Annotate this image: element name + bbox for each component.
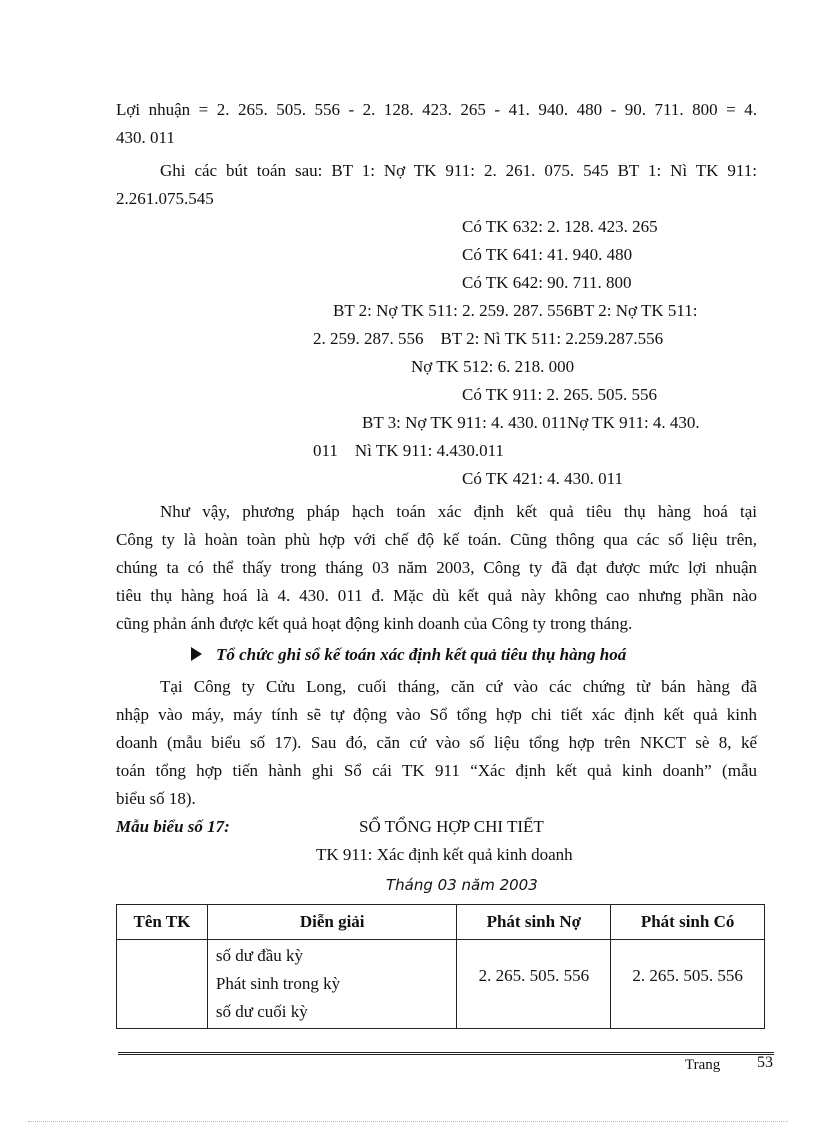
entry-co-421: Có TK 421: 4. 430. 011 [462, 469, 624, 488]
entry-co-911: Có TK 911: 2. 265. 505. 556 [462, 385, 658, 404]
entry-bt3-line-1: BT 3: Nợ TK 911: 4. 430. 011Nợ TK 911: 4. 430. [362, 413, 700, 432]
footer-page-label: Trang [685, 1057, 721, 1073]
header-description: Diễn giải [207, 905, 457, 940]
desc-closing-balance: số dư cuối kỳ [215, 1002, 308, 1021]
paragraph1-line-2: Công ty là hoàn toàn phù hợp với chế độ kế toán. Cũng thông qua các số liệu trên, [116, 530, 757, 549]
cell-account [117, 940, 208, 1029]
header-account: Tên TK [117, 905, 208, 940]
paragraph2-line-3: doanh (mẫu biểu số 17). Sau đó, căn cứ vào số liệu tổng hợp trên NKCT sè 8, kế [116, 733, 757, 752]
paragraph2-line-5: biểu số 18). [116, 789, 196, 808]
profit-line-1: Lợi nhuận = 2. 265. 505. 556 - 2. 128. 423. 265 - 41. 940. 480 - 90. 711. 800 = 4. [116, 100, 757, 119]
table-row [117, 940, 765, 1029]
entries-intro-line-1: Ghi các bút toán sau: BT 1: Nợ TK 911: 2. 261. 075. 545 BT 1: Nì TK 911: [160, 161, 757, 180]
paragraph2-line-1: Tại Công ty Cửu Long, cuối tháng, căn cứ vào các chứng từ bán hàng đã [160, 677, 757, 696]
table-header-row [117, 905, 765, 940]
desc-period-activity: Phát sinh trong kỳ [215, 974, 341, 993]
entry-co-642: Có TK 642: 90. 711. 800 [462, 273, 632, 292]
cell-description [207, 940, 457, 1029]
form-subtitle: TK 911: Xác định kết quả kinh doanh [316, 845, 573, 864]
form-period: Tháng 03 năm 2003 [386, 876, 538, 894]
paragraph1-line-5: cũng phản ánh được kết quả hoạt động kinh doanh của Công ty trong tháng. [116, 614, 633, 633]
entry-no-512: Nợ TK 512: 6. 218. 000 [411, 357, 575, 376]
paragraph2-line-4: toán tổng hợp tiến hành ghi Sổ cái TK 911 “Xác định kết quả kinh doanh” (mẫu [116, 761, 757, 780]
footer-divider [118, 1052, 774, 1055]
entry-co-632: Có TK 632: 2. 128. 423. 265 [462, 217, 658, 236]
entry-bt2-line-1: BT 2: Nợ TK 511: 2. 259. 287. 556BT 2: Nợ TK 511: [333, 301, 698, 320]
desc-opening-balance: số dư đầu kỳ [215, 946, 303, 965]
paragraph2-line-2: nhập vào máy, máy tính sẽ tự động vào Sổ tổng hợp chi tiết xác định kết quả kinh [116, 705, 757, 724]
entry-co-641: Có TK 641: 41. 940. 480 [462, 245, 633, 264]
entry-bt3-line-2: 011 Nì TK 911: 4.430.011 [313, 441, 504, 460]
section-heading-text: Tổ chức ghi sổ kế toán xác định kết quả tiêu thụ hàng hoá [216, 645, 627, 664]
summary-table [116, 904, 765, 1029]
footer-page-number: 53 [757, 1054, 773, 1071]
profit-line-2: 430. 011 [116, 128, 175, 147]
entries-intro-line-2: 2.261.075.545 [116, 189, 214, 208]
cell-credit: 2. 265. 505. 556 [611, 940, 765, 1029]
arrowhead-bullet-icon [191, 647, 202, 661]
entry-bt2-line-2: 2. 259. 287. 556 BT 2: Nì TK 511: 2.259.287.556 [313, 329, 664, 348]
paragraph1-line-3: chúng ta có thể thấy trong tháng 03 năm 2003, Công ty đã đạt được mức lợi nhuận [116, 558, 757, 577]
paragraph1-line-1: Như vậy, phương pháp hạch toán xác định kết quả tiêu thụ hàng hoá tại [160, 502, 757, 521]
form-title: SỔ TỔNG HỢP CHI TIẾT [359, 817, 544, 836]
page-bottom-dotted-line [28, 1121, 788, 1122]
paragraph1-line-4: tiêu thụ hàng hoá là 4. 430. 011 đ. Mặc dù kết quả này không cao nhưng phần nào [116, 586, 757, 605]
form-label: Mẫu biểu số 17: [116, 817, 230, 836]
section-heading [191, 641, 626, 669]
cell-debit: 2. 265. 505. 556 [457, 940, 611, 1029]
header-credit: Phát sinh Có [611, 905, 765, 940]
header-debit: Phát sinh Nợ [457, 905, 611, 940]
